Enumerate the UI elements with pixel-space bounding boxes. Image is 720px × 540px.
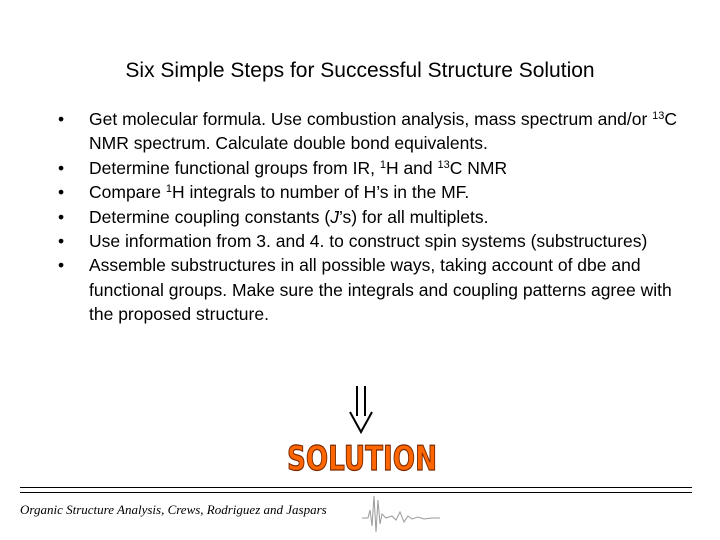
solution-text: SOLUTION (287, 439, 437, 479)
slide-title: Six Simple Steps for Successful Structure Solution (125, 59, 595, 82)
solution-wordart (280, 430, 445, 482)
step-4: • Determine coupling constants (J’s) for all multiplets. (58, 205, 678, 229)
step-6: • Assemble substructures in all possible ways, taking account of dbe and functional groups. Make sure the integrals and coupling patterns agree with the proposed structure. (58, 253, 678, 326)
steps-list (58, 107, 678, 327)
step-5: • Use information from 3. and 4. to construct spin systems (substructures) (58, 229, 678, 253)
step-1: • Get molecular formula. Use combustion analysis, mass spectrum and/or $^{13}$C NMR spectrum. Calculate double bond equivalents. (58, 107, 678, 156)
step-2: • Determine functional groups from IR, $^1$H and $^{13}$C NMR (58, 156, 678, 180)
nmr-spectrum-icon (362, 490, 442, 536)
footer-rule-top (20, 487, 692, 488)
double-down-arrow-icon (348, 386, 374, 434)
footer-citation: Organic Structure Analysis, Crews, Rodriguez and Jaspars (20, 502, 327, 517)
footer-rule-bottom (20, 492, 692, 493)
step-3: • Compare $^1$H integrals to number of H’s in the MF. (58, 180, 678, 204)
